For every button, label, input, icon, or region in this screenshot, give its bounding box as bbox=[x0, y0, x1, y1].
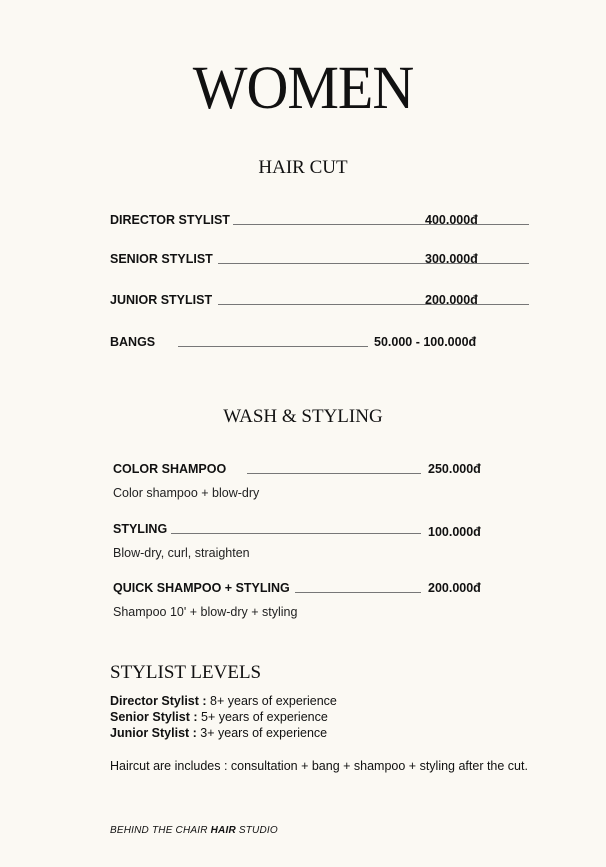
stylist-levels-title: STYLIST LEVELS bbox=[110, 662, 262, 683]
haircut-includes-note: Haircut are includes : consultation + bang + shampoo + styling after the cut. bbox=[110, 759, 528, 773]
leader-line bbox=[178, 346, 368, 347]
leader-line bbox=[247, 473, 421, 474]
service-price: 300.000đ bbox=[425, 252, 478, 266]
level-senior bbox=[110, 709, 328, 725]
service-price: 250.000đ bbox=[428, 462, 481, 476]
service-name: COLOR SHAMPOO bbox=[113, 462, 227, 476]
leader-line bbox=[171, 533, 421, 534]
price-row-director-stylist bbox=[110, 212, 486, 228]
price-row-senior-stylist bbox=[110, 251, 486, 267]
price-row-quick-shampoo-styling bbox=[113, 580, 489, 596]
leader-line bbox=[218, 304, 529, 305]
footer-bold: HAIR bbox=[210, 825, 236, 836]
service-price: 400.000đ bbox=[425, 213, 478, 227]
leader-line bbox=[295, 592, 421, 593]
price-row-bangs bbox=[110, 334, 486, 350]
level-label: Director Stylist : bbox=[110, 694, 207, 708]
service-name: SENIOR STYLIST bbox=[110, 252, 213, 266]
price-row-color-shampoo bbox=[113, 461, 489, 477]
service-description: Color shampoo + blow-dry bbox=[113, 486, 260, 500]
service-price: 100.000đ bbox=[428, 525, 481, 539]
footer-post: STUDIO bbox=[235, 825, 278, 836]
leader-line bbox=[218, 263, 529, 264]
footer-brand bbox=[110, 825, 278, 836]
wash-styling-section-title: WASH & STYLING bbox=[223, 406, 383, 427]
level-value: 5+ years of experience bbox=[197, 710, 328, 724]
level-label: Junior Stylist : bbox=[110, 726, 197, 740]
service-name: BANGS bbox=[110, 335, 156, 349]
service-price: 50.000 - 100.000đ bbox=[374, 335, 477, 349]
price-row-junior-stylist bbox=[110, 292, 486, 308]
service-price: 200.000đ bbox=[428, 581, 481, 595]
level-label: Senior Stylist : bbox=[110, 710, 198, 724]
service-description: Blow-dry, curl, straighten bbox=[113, 546, 250, 560]
level-junior bbox=[110, 725, 327, 741]
service-description: Shampoo 10' + blow-dry + styling bbox=[113, 605, 298, 619]
page-title: WOMEN bbox=[192, 53, 414, 122]
haircut-section-title: HAIR CUT bbox=[258, 157, 348, 178]
leader-line bbox=[233, 224, 529, 225]
service-name: STYLING bbox=[113, 522, 168, 536]
footer-pre: BEHIND THE CHAIR bbox=[110, 825, 211, 836]
level-value: 3+ years of experience bbox=[196, 726, 328, 740]
service-price: 200.000đ bbox=[425, 293, 478, 307]
service-name: DIRECTOR STYLIST bbox=[110, 213, 230, 227]
service-name: JUNIOR STYLIST bbox=[110, 293, 213, 307]
level-value: 8+ years of experience bbox=[206, 694, 337, 708]
price-row-styling bbox=[113, 521, 489, 537]
service-name: QUICK SHAMPOO + STYLING bbox=[113, 581, 290, 595]
level-director bbox=[110, 693, 337, 709]
